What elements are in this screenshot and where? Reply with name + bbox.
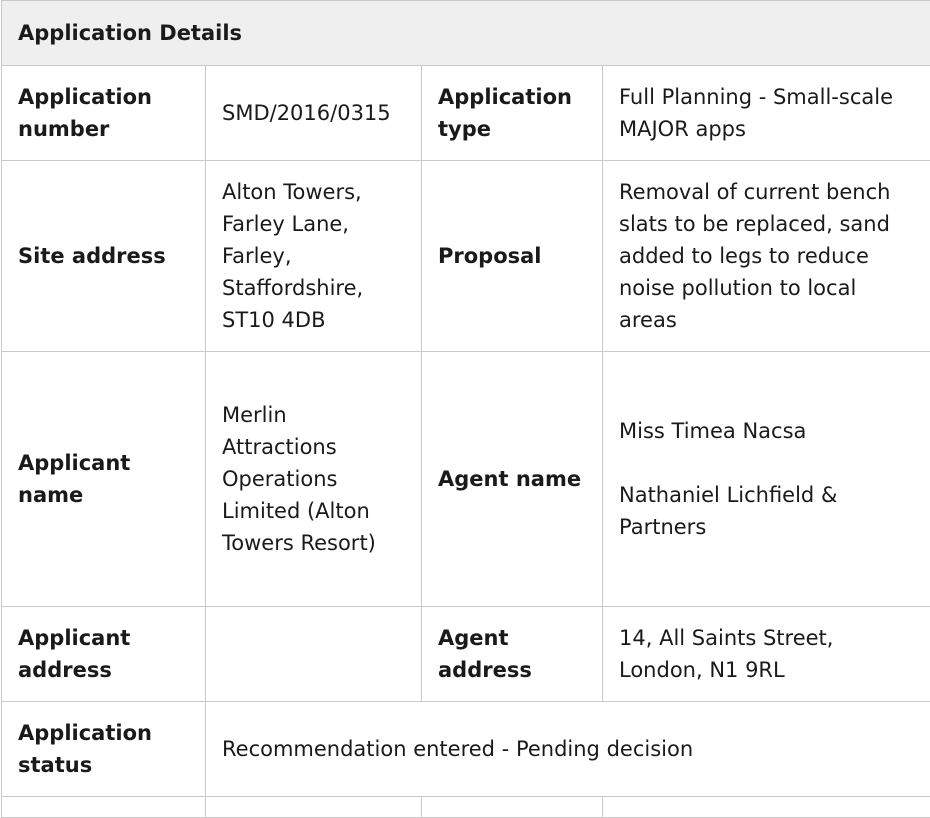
agent-name-label: Agent name bbox=[422, 352, 603, 607]
table-row bbox=[2, 607, 930, 702]
site-address-value: Alton Towers, Farley Lane, Farley, Staffordshire, ST10 4DB bbox=[206, 161, 422, 352]
proposal-value: Removal of current bench slats to be replaced, sand added to legs to reduce noise pollution to local areas bbox=[603, 161, 930, 352]
table-row bbox=[2, 161, 930, 352]
table-row bbox=[2, 66, 930, 161]
application-type-label: Application type bbox=[422, 66, 603, 161]
proposal-label: Proposal bbox=[422, 161, 603, 352]
application-number-value: SMD/2016/0315 bbox=[206, 66, 422, 161]
agent-address-value: 14, All Saints Street, London, N1 9RL bbox=[603, 607, 930, 702]
table-row bbox=[2, 702, 930, 797]
application-status-label: Application status bbox=[2, 702, 206, 797]
application-details-table bbox=[1, 0, 930, 818]
site-address-label: Site address bbox=[2, 161, 206, 352]
table-caption: Application Details bbox=[2, 1, 930, 66]
table-caption-row bbox=[2, 1, 930, 66]
applicant-name-value: Merlin Attractions Operations Limited (Alton Towers Resort) bbox=[206, 352, 422, 607]
application-number-label: Application number bbox=[2, 66, 206, 161]
applicant-address-label: Applicant address bbox=[2, 607, 206, 702]
applicant-address-value bbox=[206, 607, 422, 702]
application-type-value: Full Planning - Small-scale MAJOR apps bbox=[603, 66, 930, 161]
applicant-name-label: Applicant name bbox=[2, 352, 206, 607]
table-row bbox=[2, 352, 930, 607]
agent-address-label: Agent address bbox=[422, 607, 603, 702]
application-status-value: Recommendation entered - Pending decision bbox=[206, 702, 930, 797]
agent-person-name: Miss Timea Nacsa bbox=[619, 415, 914, 447]
agent-company-name: Nathaniel Lichfield & Partners bbox=[619, 479, 914, 543]
agent-name-value bbox=[603, 352, 930, 607]
